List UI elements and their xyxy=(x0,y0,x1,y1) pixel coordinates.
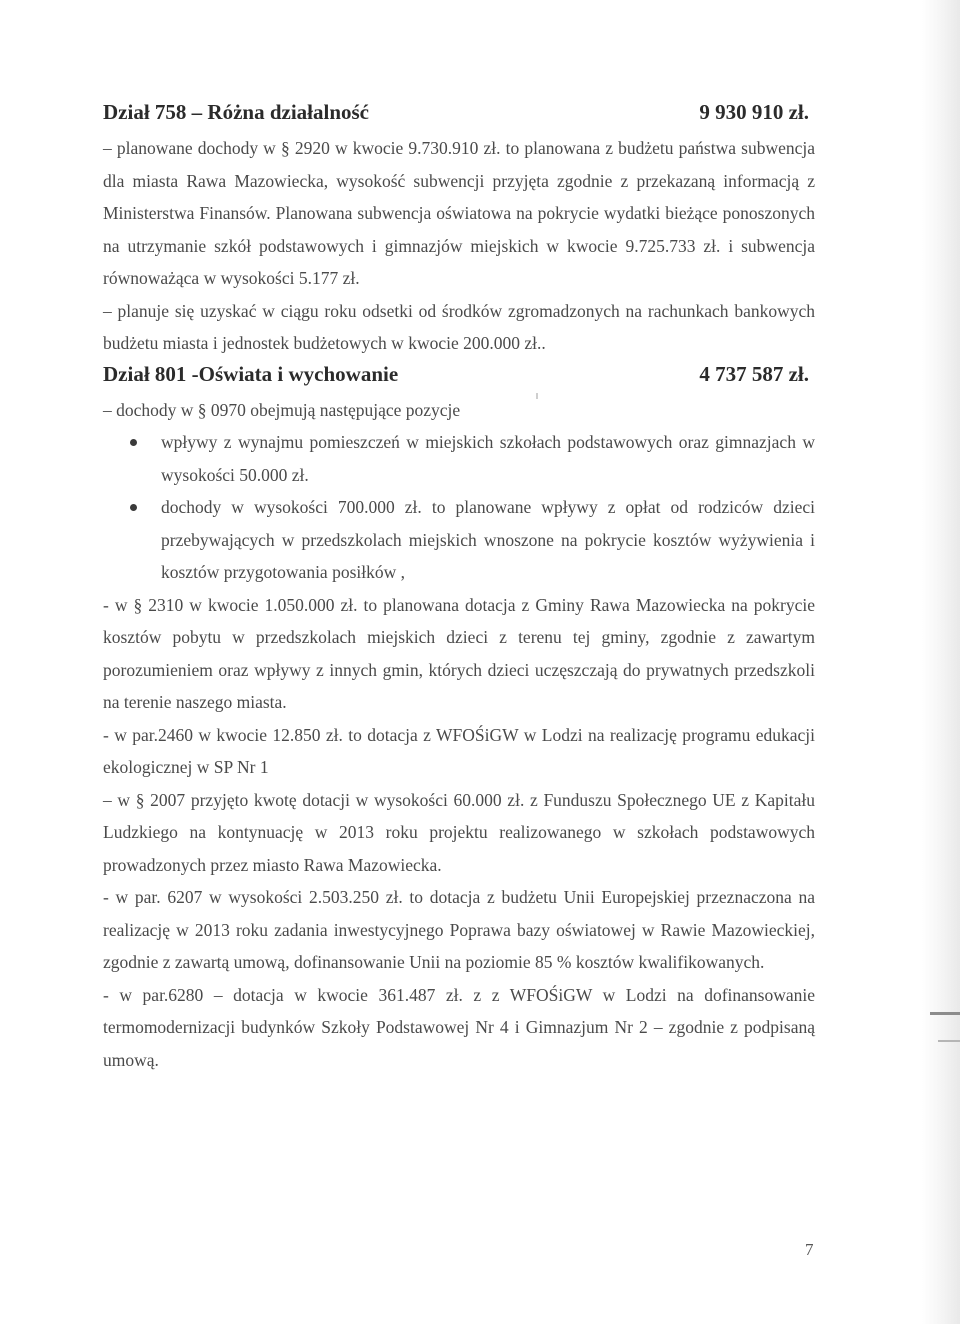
section-title: Dział 758 – Różna działalność xyxy=(103,100,369,124)
paragraph-2460: - w par.2460 w kwocie 12.850 zł. to dotacja z WFOŚiGW w Lodzi na realizację programu edukacji ekologicznej w SP Nr 1 xyxy=(103,724,815,777)
scan-edge-mark xyxy=(938,1040,960,1042)
list-item xyxy=(103,491,815,589)
bullet-icon xyxy=(130,439,137,446)
section-amount: 9 930 910 zł. xyxy=(699,100,809,124)
list-item-text: wpływy z wynajmu pomieszczeń w miejskich szkołach podstawowych oraz gimnazjach w wysokości 50.000 zł. xyxy=(161,432,815,485)
document-body xyxy=(103,100,815,1076)
paragraph-2007: – w § 2007 przyjęto kwotę dotacji w wysokości 60.000 zł. z Funduszu Społecznego UE z Kapitału Ludzkiego na kontynuację w 2013 roku projektu realizowanego w szkołach podstawowych prowadzonych przez miasto Rawa Mazowiecka. xyxy=(103,789,815,875)
paragraph-income-0970-intro: – dochody w § 0970 obejmują następujące pozycje xyxy=(103,399,461,420)
paragraph-6280: - w par.6280 – dotacja w kwocie 361.487 zł. z z WFOŚiGW w Lodzi na dofinansowanie termomodernizacji budynków Szkoły Podstawowej Nr 4 i Gimnazjum Nr 2 – zgodnie z podpisaną umową. xyxy=(103,984,815,1070)
paragraph-interest-income: – planuje się uzyskać w ciągu roku odsetki od środków zgromadzonych na rachunkach bankowych budżetu miasta i jednostek budżetowych w kwocie 200.000 zł.. xyxy=(103,300,815,353)
section-amount: 4 737 587 zł. xyxy=(699,361,809,386)
list-item-text: dochody w wysokości 700.000 zł. to planowane wpływy z opłat od rodziców dzieci przebywających w przedszkolach miejskich wnoszone na pokrycie kosztów wyżywienia i kosztów przygotowania posiłków , xyxy=(161,497,815,582)
paragraph-planned-income-2920: – planowane dochody w § 2920 w kwocie 9.730.910 zł. to planowana z budżetu państwa subwencja dla miasta Rawa Mazowiecka, wysokość subwencji przyjęta zgodnie z przekazaną informacją z Ministerstwa Finansów. Planowana subwencja oświatowa na pokrycie wydatki bieżące ponoszonych na utrzymanie szkół podstawowych i gimnazjów miejskich w kwocie 9.725.733 zł. i subwencja równoważąca w wysokości 5.177 zł. xyxy=(103,138,815,288)
section-title: Dział 801 -Oświata i wychowanie xyxy=(103,361,399,386)
list-item xyxy=(103,426,815,491)
paragraph-6207: - w par. 6207 w wysokości 2.503.250 zł. to dotacja z budżetu Unii Europejskiej przeznaczona na realizację w 2013 roku zadania inwestycyjnego Poprawa bazy oświatowej w Rawie Mazowieckiej, zgodnie z zawartą umową, dofinansowanie Unii na poziomie 85 % kosztów kwalifikowanych. xyxy=(103,887,815,972)
bullet-icon xyxy=(130,504,137,511)
section-heading-758 xyxy=(103,100,815,132)
scan-edge-mark xyxy=(930,1012,960,1015)
bullet-list xyxy=(103,426,815,589)
paragraph-2310: - w § 2310 w kwocie 1.050.000 zł. to planowana dotacja z Gminy Rawa Mazowiecka na pokrycie kosztów pobytu w przedszkolach miejskich dzieci z terenu tej gminy, zgodnie z zawartym porozumieniem oraz wpływy z innych gmin, których dzieci uczęszczają do prywatnych przedszkoli na terenie naszego miasta. xyxy=(103,594,815,712)
page-number: 7 xyxy=(805,1240,814,1259)
section-heading-801 xyxy=(103,362,815,394)
scan-page-edge-shadow xyxy=(922,0,960,1324)
